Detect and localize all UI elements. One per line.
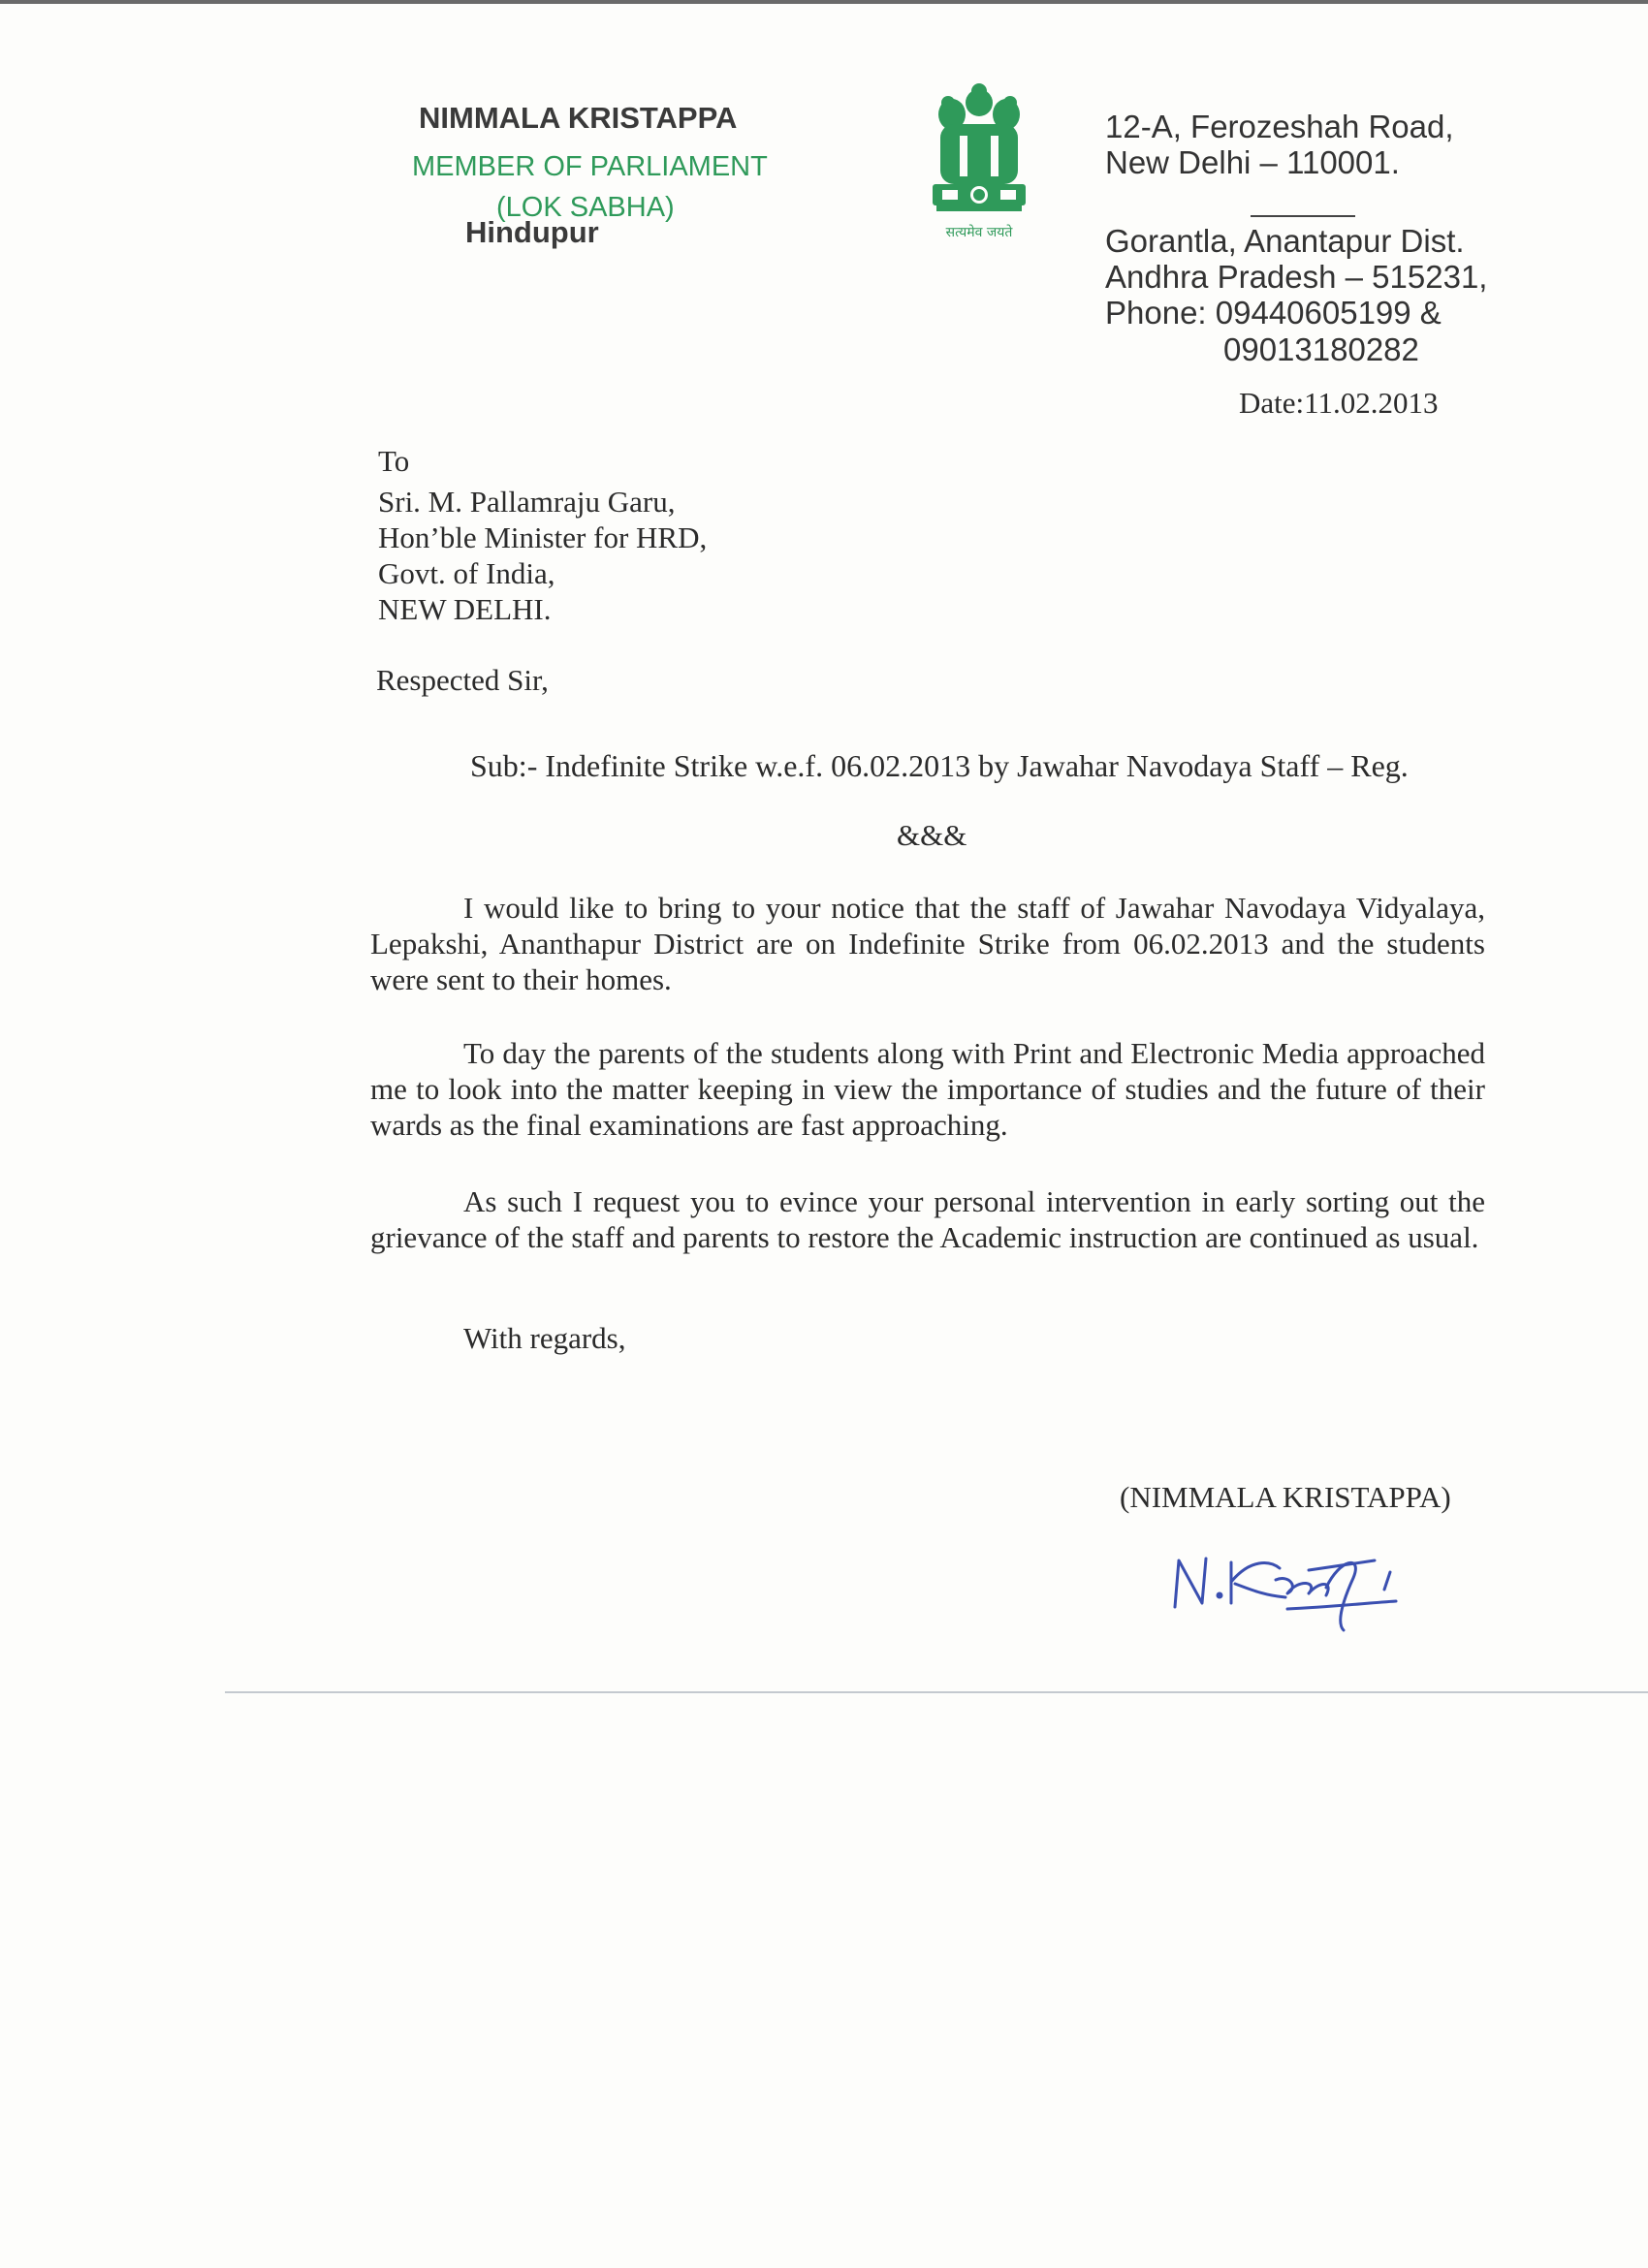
address-home-line-1: Gorantla, Anantapur Dist. [1105, 223, 1465, 259]
body-paragraph-1 [370, 890, 1485, 997]
emblem-motto: सत्यमेव जयते [945, 225, 1013, 240]
recipient-line-1: Sri. M. Pallamraju Garu, [378, 485, 676, 519]
handwritten-signature [1163, 1539, 1415, 1636]
recipient-line-4: NEW DELHI. [378, 592, 552, 626]
recipient-line-2: Hon’ble Minister for HRD, [378, 520, 708, 554]
bottom-rule [225, 1691, 1648, 1693]
phone-line: Phone: 09440605199 & [1105, 295, 1442, 331]
body-paragraph-3 [370, 1183, 1485, 1255]
national-emblem-icon [921, 81, 1037, 266]
mp-name: NIMMALA KRISTAPPA [419, 101, 738, 135]
paragraph-text: I would like to bring to your notice that the staff of Jawahar Navodaya Vidyalaya, Lepakshi, Ananthapur District are on Indefinite Strike from 06.02.2013 and the students were sent to their homes. [370, 891, 1485, 996]
mp-designation: MEMBER OF PARLIAMENT [412, 151, 768, 182]
address-delhi-line-1: 12-A, Ferozeshah Road, [1105, 109, 1454, 144]
address-delhi-line-2: New Delhi – 110001. [1105, 144, 1400, 180]
signatory-name: (NIMMALA KRISTAPPA) [1120, 1480, 1451, 1514]
paragraph-text: To day the parents of the students along with Print and Electronic Media approached me to look into the matter keeping in view the importance of studies and the future of their wards as the final examinations are fast approaching. [370, 1036, 1485, 1142]
mp-constituency: Hindupur [465, 215, 599, 249]
closing: With regards, [463, 1321, 626, 1355]
to-label: To [378, 444, 410, 478]
separator: &&& [897, 818, 967, 852]
top-edge-rule [0, 0, 1648, 4]
address-divider [1251, 215, 1355, 217]
phone-line-2: 09013180282 [1223, 331, 1419, 367]
body-paragraph-2 [370, 1035, 1485, 1143]
mp-house: (LOK SABHA) [496, 192, 675, 223]
recipient-line-3: Govt. of India, [378, 556, 555, 590]
paragraph-text: As such I request you to evince your personal intervention in early sorting out the grievance of the staff and parents to restore the Academic instruction are continued as usual. [370, 1184, 1485, 1254]
salutation: Respected Sir, [376, 663, 549, 697]
address-home-line-2: Andhra Pradesh – 515231, [1105, 259, 1488, 295]
letter-date: Date:11.02.2013 [1239, 386, 1439, 420]
subject-line: Sub:- Indefinite Strike w.e.f. 06.02.2013 by Jawahar Navodaya Staff – Reg. [470, 748, 1409, 783]
